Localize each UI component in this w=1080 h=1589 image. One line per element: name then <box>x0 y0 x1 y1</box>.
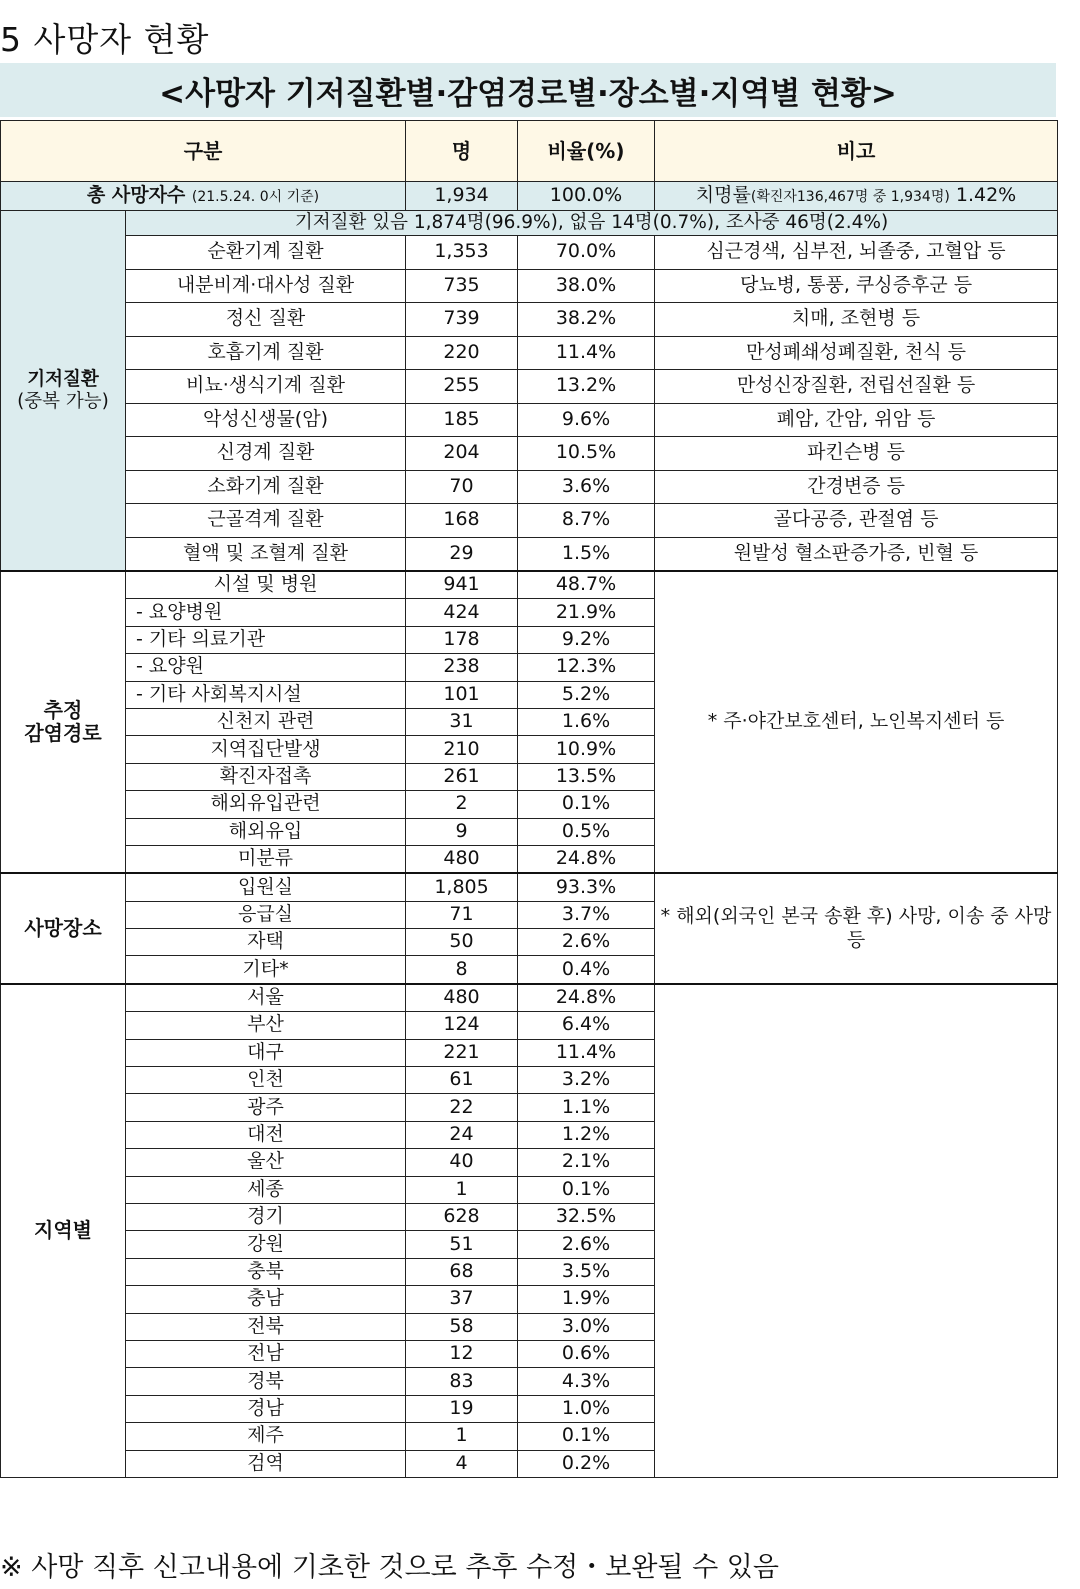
region-count: 37 <box>406 1286 518 1313</box>
route-name: 지역집단발생 <box>126 736 406 763</box>
total-note-cell <box>655 182 1058 211</box>
route-count: 210 <box>406 736 518 763</box>
disease-ratio: 38.2% <box>518 303 655 337</box>
fatality-rate: 1.42% <box>955 184 1017 207</box>
region-note <box>655 984 1058 1478</box>
region-name: 광주 <box>126 1094 406 1121</box>
region-count: 4 <box>406 1450 518 1477</box>
disease-name: 신경계 질환 <box>126 437 406 471</box>
region-count: 24 <box>406 1121 518 1148</box>
route-count: 424 <box>406 599 518 626</box>
disease-ratio: 8.7% <box>518 504 655 538</box>
underlying-info: 기저질환 있음 1,874명(96.9%), 없음 14명(0.7%), 조사중 46명(2.4%) <box>126 211 1058 236</box>
region-count: 22 <box>406 1094 518 1121</box>
region-count: 68 <box>406 1258 518 1285</box>
table-row <box>1 873 1058 901</box>
route-name: - 요양원 <box>126 654 406 681</box>
route-ratio: 9.2% <box>518 626 655 653</box>
route-name: 시설 및 병원 <box>126 571 406 599</box>
disease-name: 순환기계 질환 <box>126 236 406 270</box>
route-count: 480 <box>406 845 518 873</box>
region-ratio: 4.3% <box>518 1368 655 1395</box>
table-row <box>1 984 1058 1012</box>
table-row <box>1 504 1058 538</box>
region-count: 12 <box>406 1340 518 1367</box>
region-ratio: 2.6% <box>518 1231 655 1258</box>
header-row <box>1 121 1058 182</box>
region-count: 1 <box>406 1176 518 1203</box>
disease-note: 만성신장질환, 전립선질환 등 <box>655 370 1058 404</box>
disease-note: 당뇨병, 통풍, 쿠싱증후군 등 <box>655 269 1058 303</box>
route-ratio: 5.2% <box>518 681 655 708</box>
place-name: 응급실 <box>126 901 406 928</box>
disease-ratio: 70.0% <box>518 236 655 270</box>
disease-count: 185 <box>406 403 518 437</box>
region-count: 83 <box>406 1368 518 1395</box>
table-row <box>1 403 1058 437</box>
route-ratio: 48.7% <box>518 571 655 599</box>
disease-name: 악성신생물(암) <box>126 403 406 437</box>
table-row <box>1 437 1058 471</box>
place-group-label: 사망장소 <box>1 873 126 984</box>
region-name: 제주 <box>126 1423 406 1450</box>
disease-note: 폐암, 간암, 위암 등 <box>655 403 1058 437</box>
region-name: 전남 <box>126 1340 406 1367</box>
deaths-table <box>0 120 1058 1478</box>
route-group-title-1: 추정 <box>43 698 83 723</box>
disease-ratio: 11.4% <box>518 336 655 370</box>
place-note: * 해외(외국인 본국 송환 후) 사망, 이송 중 사망 등 <box>655 873 1058 984</box>
route-name: - 요양병원 <box>126 599 406 626</box>
total-ratio: 100.0% <box>518 182 655 211</box>
route-note: * 주·야간보호센터, 노인복지센터 등 <box>655 571 1058 873</box>
disease-name: 비뇨·생식기계 질환 <box>126 370 406 404</box>
region-name: 울산 <box>126 1149 406 1176</box>
disease-count: 739 <box>406 303 518 337</box>
disease-ratio: 1.5% <box>518 537 655 571</box>
region-count: 51 <box>406 1231 518 1258</box>
region-name: 세종 <box>126 1176 406 1203</box>
region-ratio: 0.2% <box>518 1450 655 1477</box>
total-label-cell <box>1 182 406 211</box>
region-ratio: 32.5% <box>518 1203 655 1230</box>
disease-count: 168 <box>406 504 518 538</box>
region-name: 인천 <box>126 1067 406 1094</box>
disease-name: 소화기계 질환 <box>126 470 406 504</box>
underlying-group-title: 기저질환 <box>27 369 99 391</box>
disease-name: 호흡기계 질환 <box>126 336 406 370</box>
disease-note: 골다공증, 관절염 등 <box>655 504 1058 538</box>
route-ratio: 21.9% <box>518 599 655 626</box>
disease-note: 원발성 혈소판증가증, 빈혈 등 <box>655 537 1058 571</box>
disease-name: 정신 질환 <box>126 303 406 337</box>
region-ratio: 0.1% <box>518 1176 655 1203</box>
total-basis-date: (21.5.24. 0시 기준) <box>191 189 320 206</box>
region-ratio: 0.1% <box>518 1423 655 1450</box>
region-name: 경남 <box>126 1395 406 1422</box>
section-heading: 5 사망자 현황 <box>0 20 210 59</box>
disease-ratio: 9.6% <box>518 403 655 437</box>
region-ratio: 0.6% <box>518 1340 655 1367</box>
table-row <box>1 537 1058 571</box>
place-name: 자택 <box>126 929 406 956</box>
total-row <box>1 182 1058 211</box>
place-ratio: 0.4% <box>518 956 655 984</box>
disease-ratio: 13.2% <box>518 370 655 404</box>
disease-name: 혈액 및 조혈계 질환 <box>126 537 406 571</box>
region-ratio: 6.4% <box>518 1012 655 1039</box>
route-ratio: 24.8% <box>518 845 655 873</box>
table-title: <사망자 기저질환별·감염경로별·장소별·지역별 현황> <box>0 63 1056 117</box>
route-ratio: 12.3% <box>518 654 655 681</box>
fatality-label: 치명률 <box>695 184 751 207</box>
region-ratio: 2.1% <box>518 1149 655 1176</box>
disease-note: 간경변증 등 <box>655 470 1058 504</box>
region-ratio: 24.8% <box>518 984 655 1012</box>
header-note: 비고 <box>655 121 1058 182</box>
disease-count: 220 <box>406 336 518 370</box>
disease-count: 255 <box>406 370 518 404</box>
route-name: 신천지 관련 <box>126 708 406 735</box>
route-name: 해외유입관련 <box>126 791 406 818</box>
fatality-detail: (확진자136,467명 중 1,934명) <box>750 189 950 206</box>
region-ratio: 1.1% <box>518 1094 655 1121</box>
place-ratio: 3.7% <box>518 901 655 928</box>
route-group-title-2: 감염경로 <box>24 721 102 746</box>
region-name: 부산 <box>126 1012 406 1039</box>
place-ratio: 93.3% <box>518 873 655 901</box>
region-ratio: 3.5% <box>518 1258 655 1285</box>
header-count: 명 <box>406 121 518 182</box>
route-ratio: 13.5% <box>518 763 655 790</box>
header-ratio: 비율(%) <box>518 121 655 182</box>
region-count: 61 <box>406 1067 518 1094</box>
region-name: 경북 <box>126 1368 406 1395</box>
table-row <box>1 236 1058 270</box>
route-count: 9 <box>406 818 518 845</box>
route-count: 941 <box>406 571 518 599</box>
disease-note: 만성폐쇄성폐질환, 천식 등 <box>655 336 1058 370</box>
region-ratio: 3.2% <box>518 1067 655 1094</box>
table-row <box>1 269 1058 303</box>
route-ratio: 0.5% <box>518 818 655 845</box>
region-count: 480 <box>406 984 518 1012</box>
region-count: 40 <box>406 1149 518 1176</box>
region-ratio: 1.0% <box>518 1395 655 1422</box>
disease-count: 70 <box>406 470 518 504</box>
route-name: - 기타 의료기관 <box>126 626 406 653</box>
table-row <box>1 370 1058 404</box>
disease-count: 204 <box>406 437 518 471</box>
region-name: 서울 <box>126 984 406 1012</box>
region-group-label: 지역별 <box>1 984 126 1478</box>
region-ratio: 11.4% <box>518 1039 655 1066</box>
region-count: 628 <box>406 1203 518 1230</box>
region-count: 221 <box>406 1039 518 1066</box>
route-name: 해외유입 <box>126 818 406 845</box>
disease-name: 근골격계 질환 <box>126 504 406 538</box>
underlying-info-row <box>1 211 1058 236</box>
route-ratio: 1.6% <box>518 708 655 735</box>
disease-note: 치매, 조현병 등 <box>655 303 1058 337</box>
table-row <box>1 336 1058 370</box>
region-name: 충남 <box>126 1286 406 1313</box>
region-name: 대구 <box>126 1039 406 1066</box>
region-count: 19 <box>406 1395 518 1422</box>
region-count: 58 <box>406 1313 518 1340</box>
route-ratio: 10.9% <box>518 736 655 763</box>
table-row <box>1 571 1058 599</box>
place-count: 71 <box>406 901 518 928</box>
region-count: 1 <box>406 1423 518 1450</box>
route-name: 확진자접촉 <box>126 763 406 790</box>
place-ratio: 2.6% <box>518 929 655 956</box>
total-label: 총 사망자수 <box>86 184 186 207</box>
disease-note: 심근경색, 심부전, 뇌졸중, 고혈압 등 <box>655 236 1058 270</box>
region-name: 대전 <box>126 1121 406 1148</box>
region-ratio: 1.9% <box>518 1286 655 1313</box>
place-count: 1,805 <box>406 873 518 901</box>
place-name: 입원실 <box>126 873 406 901</box>
place-count: 8 <box>406 956 518 984</box>
route-group-label <box>1 571 126 873</box>
route-count: 178 <box>406 626 518 653</box>
table-row <box>1 303 1058 337</box>
disease-note: 파킨슨병 등 <box>655 437 1058 471</box>
region-ratio: 1.2% <box>518 1121 655 1148</box>
route-name: - 기타 사회복지시설 <box>126 681 406 708</box>
route-count: 2 <box>406 791 518 818</box>
place-name: 기타* <box>126 956 406 984</box>
header-category: 구분 <box>1 121 406 182</box>
route-count: 31 <box>406 708 518 735</box>
table-row <box>1 470 1058 504</box>
underlying-group-label <box>1 211 126 572</box>
route-count: 101 <box>406 681 518 708</box>
disease-count: 1,353 <box>406 236 518 270</box>
total-count: 1,934 <box>406 182 518 211</box>
disease-count: 29 <box>406 537 518 571</box>
region-name: 검역 <box>126 1450 406 1477</box>
disease-count: 735 <box>406 269 518 303</box>
disease-name: 내분비계·대사성 질환 <box>126 269 406 303</box>
route-ratio: 0.1% <box>518 791 655 818</box>
disease-ratio: 10.5% <box>518 437 655 471</box>
route-count: 238 <box>406 654 518 681</box>
disease-ratio: 38.0% <box>518 269 655 303</box>
region-ratio: 3.0% <box>518 1313 655 1340</box>
region-name: 전북 <box>126 1313 406 1340</box>
region-name: 강원 <box>126 1231 406 1258</box>
footnote: ※ 사망 직후 신고내용에 기초한 것으로 추후 수정・보완될 수 있음 <box>0 1552 779 1583</box>
place-count: 50 <box>406 929 518 956</box>
region-name: 충북 <box>126 1258 406 1285</box>
underlying-group-sub: (중복 가능) <box>17 390 109 412</box>
route-name: 미분류 <box>126 845 406 873</box>
route-count: 261 <box>406 763 518 790</box>
region-count: 124 <box>406 1012 518 1039</box>
disease-ratio: 3.6% <box>518 470 655 504</box>
region-name: 경기 <box>126 1203 406 1230</box>
